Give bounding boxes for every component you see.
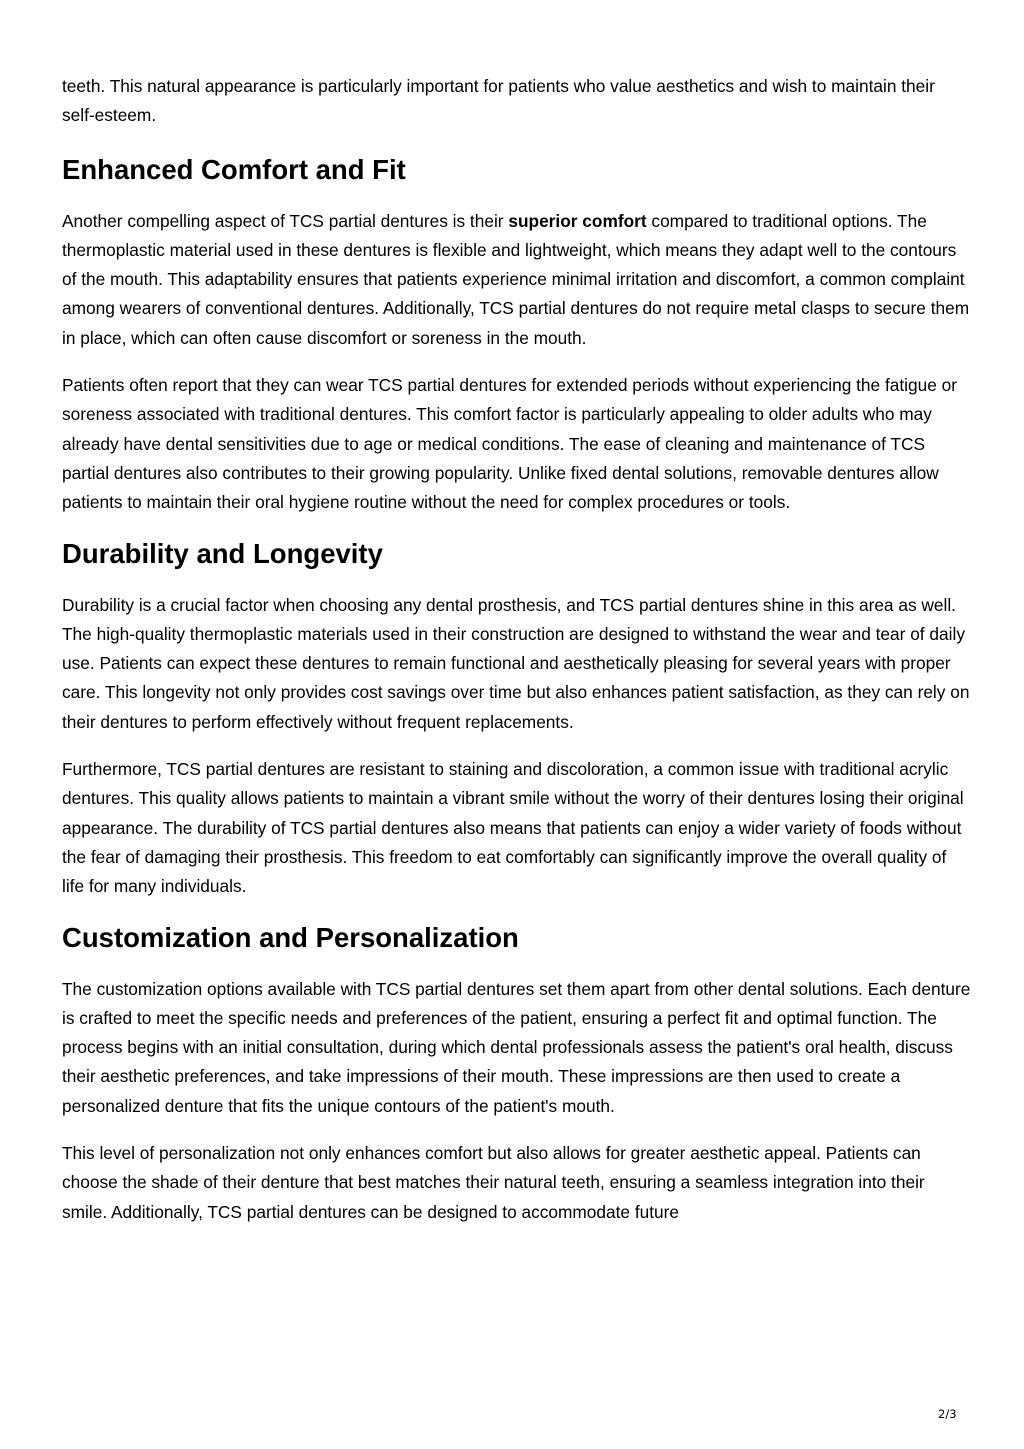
comfort-paragraph-2: Patients often report that they can wear TCS partial dentures for extended periods without experiencing the fatigue or soreness associated with traditional dentures. This comfort factor is particularly appealing to older adults who may already have dental sensitivities due to age or medical conditions. The ease of cleaning and maintenance of TCS partial dentures also contributes to their growing popularity. Unlike fixed dental solutions, removable dentures allow patients to maintain their oral hygiene routine without the need for complex procedures or tools. (62, 375, 957, 513)
comfort-p1-bold: superior comfort (508, 210, 647, 231)
section-heading-customization: Customization and Personalization (62, 921, 519, 953)
section-heading-durability: Durability and Longevity (62, 537, 383, 569)
comfort-p1-after: compared to traditional options. The thermoplastic material used in these dentures is flexible and lightweight, which means they adapt well to the contours of the mouth. This adaptability ensures that patients experience minimal irritation and discomfort, a common complaint among wearers of conventional dentures. Additionally, TCS partial dentures do not require metal clasps to secure them in place, which can often cause discomfort or soreness in the mouth. (62, 210, 970, 348)
comfort-p1-before: Another compelling aspect of TCS partial dentures is their (62, 210, 509, 231)
intro-paragraph: teeth. This natural appearance is particularly important for patients who value aesthetics and wish to maintain their self-esteem. (62, 76, 935, 126)
customization-paragraph-2: This level of personalization not only enhances comfort but also allows for greater aesthetic appeal. Patients can choose the shade of their denture that best matches their natural teeth, ensuring a seamless integration into their smile. Additionally, TCS partial dentures can be designed to accommodate future (62, 1143, 925, 1222)
section-heading-comfort: Enhanced Comfort and Fit (62, 153, 406, 185)
durability-paragraph-2: Furthermore, TCS partial dentures are resistant to staining and discoloration, a common issue with traditional acrylic dentures. This quality allows patients to maintain a vibrant smile without the worry of their dentures losing their original appearance. The durability of TCS partial dentures also means that patients can enjoy a wider variety of foods without the fear of damaging their prosthesis. This freedom to eat comfortably can significantly improve the overall quality of life for many individuals. (62, 759, 964, 897)
customization-paragraph-1: The customization options available with TCS partial dentures set them apart from other dental solutions. Each denture is crafted to meet the specific needs and preferences of the patient, ensuring a perfect fit and optimal function. The process begins with an initial consultation, during which dental professionals assess the patient's oral health, discuss their aesthetic preferences, and take impressions of their mouth. These impressions are then used to create a personalized denture that fits the unique contours of the patient's mouth. (62, 978, 971, 1116)
page-number: 2/3 (938, 1407, 957, 1421)
document-body (62, 72, 972, 1245)
comfort-paragraph-1 (62, 207, 972, 353)
durability-paragraph-1: Durability is a crucial factor when choosing any dental prosthesis, and TCS partial dentures shine in this area as well. The high-quality thermoplastic materials used in their construction are designed to withstand the wear and tear of daily use. Patients can expect these dentures to remain functional and aesthetically pleasing for several years with proper care. This longevity not only provides cost savings over time but also enhances patient satisfaction, as they can rely on their dentures to perform effectively without frequent replacements. (62, 594, 970, 732)
